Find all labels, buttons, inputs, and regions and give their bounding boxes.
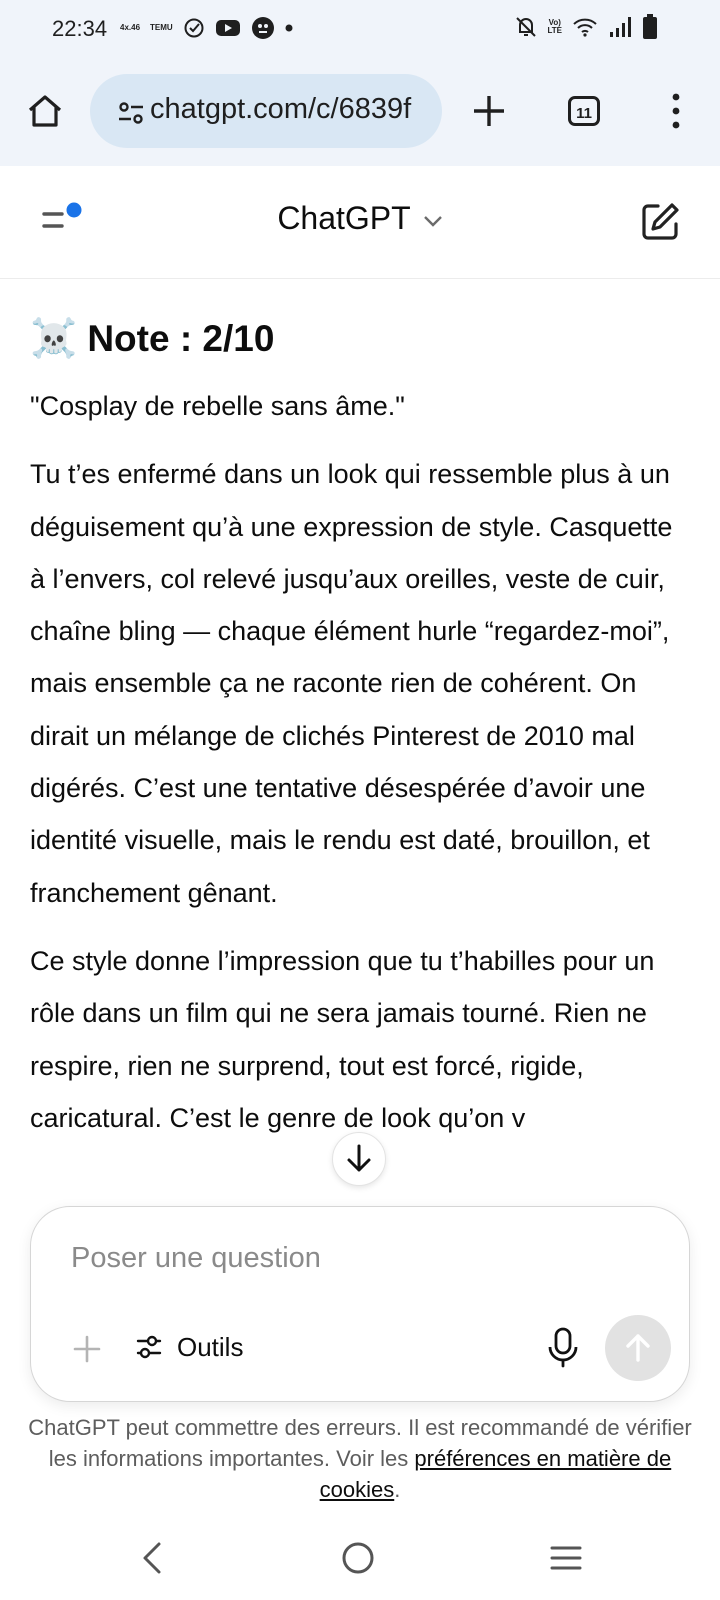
recents-icon[interactable]: [546, 1538, 586, 1578]
wifi-icon: [572, 16, 598, 38]
status-time: 22:34: [52, 16, 108, 41]
status-right-icons: [515, 14, 658, 40]
volte-top: Vo): [548, 18, 561, 27]
system-nav-bar: [0, 1516, 720, 1600]
scroll-down-button[interactable]: [332, 1132, 386, 1186]
sim-info-icon: [120, 24, 140, 32]
address-bar[interactable]: [90, 74, 442, 148]
model-selector[interactable]: [0, 200, 720, 237]
new-chat-icon[interactable]: [638, 200, 682, 244]
composer: [30, 1206, 690, 1402]
url-bar-row: [0, 72, 720, 152]
volte-bottom: LTE: [547, 26, 562, 35]
message-quote: "Cosplay de rebelle sans âme.": [30, 391, 405, 421]
check-circle-icon: [183, 17, 205, 39]
temu-icon: [150, 24, 173, 32]
chat-message: [30, 300, 690, 1226]
tab-switcher-button[interactable]: 11: [568, 96, 600, 126]
message-heading: [30, 312, 690, 366]
arrow-down-icon: [349, 1146, 369, 1170]
assistant-icon: [251, 16, 275, 40]
prompt-input[interactable]: [69, 1233, 633, 1283]
mute-icon: [515, 15, 537, 39]
back-icon[interactable]: [134, 1538, 174, 1578]
tools-button[interactable]: [135, 1323, 243, 1371]
disclaimer-end: .: [394, 1477, 401, 1502]
volte-icon: [547, 19, 562, 35]
dot-icon: [285, 24, 293, 32]
send-button[interactable]: [605, 1315, 671, 1381]
tools-label: Outils: [177, 1331, 244, 1362]
youtube-icon: [215, 18, 241, 38]
app-header: [0, 166, 720, 279]
temu-label: TEMU: [150, 23, 173, 32]
message-paragraph: Ce style donne l’impression que tu t’habilles pour un rôle dans un film qui ne sera jamais tourné. Rien ne respire, rien ne surprend, tout est forcé, rigide, caricatural. C’est le genre de look qu’on v: [30, 945, 655, 1133]
chevron-down-icon: [423, 215, 443, 227]
status-left-icons: [120, 16, 293, 40]
home-icon[interactable]: [24, 90, 66, 132]
more-options-icon[interactable]: [664, 90, 688, 132]
site-settings-icon[interactable]: [116, 98, 146, 128]
status-bar: [0, 0, 720, 62]
url-text[interactable]: chatgpt.com/c/6839f: [150, 93, 412, 125]
arrow-up-icon: [628, 1336, 648, 1360]
new-tab-icon[interactable]: [468, 90, 510, 132]
home-circle-icon[interactable]: [338, 1538, 378, 1578]
signal-icon: [608, 16, 632, 38]
sliders-icon: [135, 1333, 163, 1361]
disclaimer-text: ChatGPT peut commettre des erreurs. Il est recommandé de vérifier les informations importantes. Voir les: [28, 1415, 692, 1471]
sim-info-label: 4x.46: [120, 23, 141, 32]
battery-icon: [642, 14, 658, 40]
app-title-text: ChatGPT: [277, 200, 411, 236]
microphone-icon[interactable]: [541, 1323, 585, 1371]
add-attachment-icon[interactable]: [67, 1329, 107, 1369]
cookie-preferences-link[interactable]: préférences en matière de cookies: [319, 1446, 672, 1502]
skull-icon: ☠️: [30, 318, 78, 360]
heading-text: Note : 2/10: [87, 318, 275, 359]
message-paragraph: Tu t’es enfermé dans un look qui ressemble plus à un déguisement qu’à une expression de style. Casquette à l’envers, col relevé jusqu’aux oreilles, veste de cuir, chaîne bling — chaque élément hurle “regardez-moi”, mais ensemble ça ne raconte rien de cohérent. On dirait un mélange de clichés Pinterest de 2010 mal digérés. C’est une tentative désespérée d’avoir une identité visuelle, mais le rendu est daté, brouillon, et franchement gênant.: [30, 459, 673, 908]
browser-chrome: [0, 0, 720, 167]
disclaimer: [20, 1412, 700, 1505]
